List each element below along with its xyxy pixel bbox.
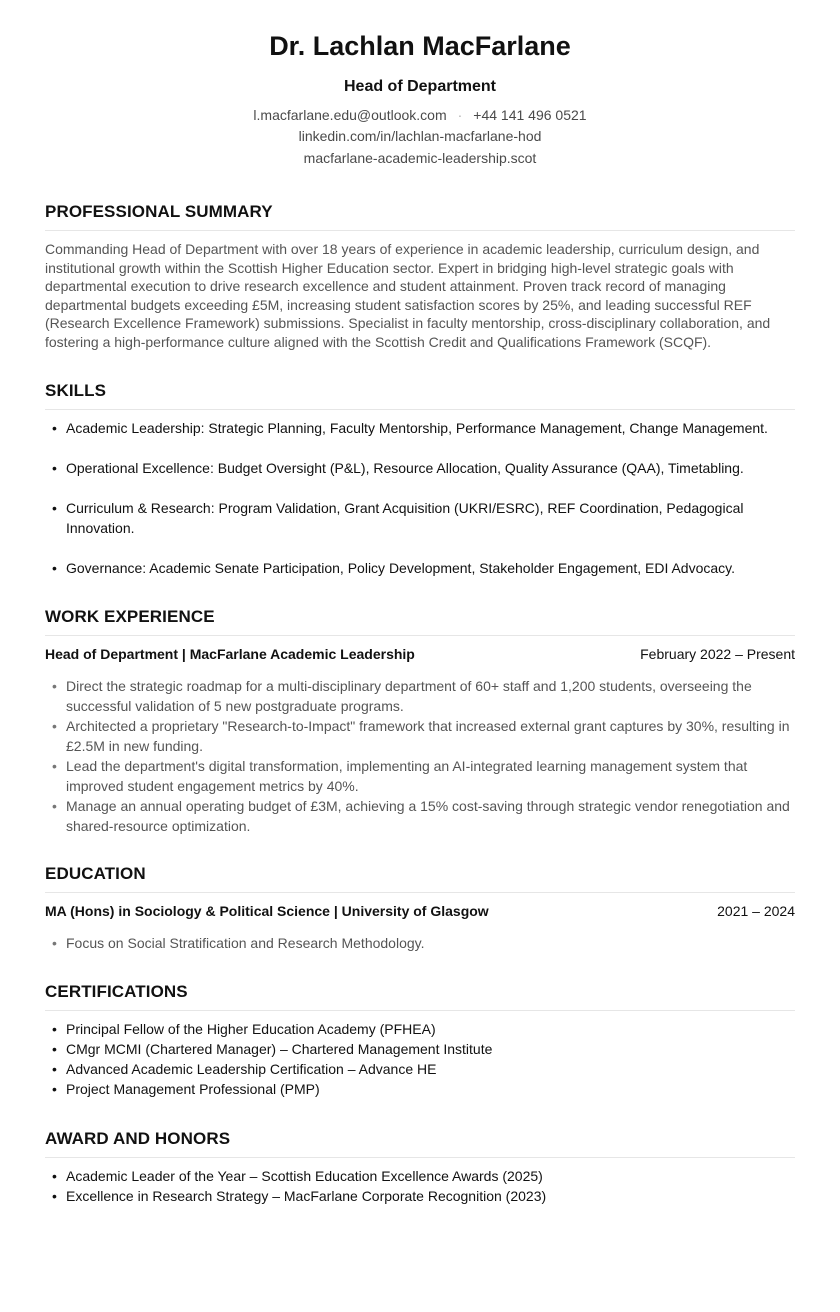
skill-item [52,558,786,578]
certification-item [52,1079,791,1099]
certification-text: Project Management Professional (PMP) [66,1081,320,1097]
awards-heading: AWARD AND HONORS [45,1129,231,1148]
certification-item [52,1039,791,1059]
certifications-list [52,1019,791,1099]
section-divider [45,635,795,636]
summary-section [45,202,795,231]
bullet-icon: • [52,758,57,774]
linkedin-link[interactable]: linkedin.com/in/lachlan-macfarlane-hod [298,128,542,144]
education-heading: EDUCATION [45,864,146,883]
job-bullet-item [52,796,791,836]
section-divider [45,1157,795,1158]
education-bullet-item [52,933,791,953]
job-bullet-text: Manage an annual operating budget of £3M, achieving a 15% cost-saving through strategic vendor renegotiation and shared-resource optimization. [66,798,790,834]
award-text: Excellence in Research Strategy – MacFarlane Corporate Recognition (2023) [66,1188,547,1204]
bullet-icon: • [52,1061,57,1077]
candidate-name: Dr. Lachlan MacFarlane [269,31,571,61]
certification-text: CMgr MCMI (Chartered Manager) – Chartered Management Institute [66,1041,493,1057]
experience-heading: WORK EXPERIENCE [45,607,215,626]
award-item [52,1186,791,1206]
bullet-icon: • [52,718,57,734]
candidate-title: Head of Department [343,78,497,95]
education-bullet-text: Focus on Social Stratification and Research Methodology. [66,935,425,951]
certifications-heading: CERTIFICATIONS [45,982,188,1001]
education-bullets [52,933,791,953]
skill-item [52,498,786,538]
bullet-icon: • [52,1041,57,1057]
bullet-icon: • [52,1168,57,1184]
summary-text: Commanding Head of Department with over 18 years of experience in academic leadership, curriculum design, and institutional growth within the Scottish Higher Education sector. Expert in bridging high-level strategic goals with departmental execution to drive research excellence and student attainment. Proven track record of managing departmental budgets exceeding £5M, increasing student satisfaction scores by 25%, and leading successful REF (Research Excellence Framework) submissions. Specialist in faculty mentorship, cross-disciplinary collaboration, and fostering a high-performance culture aligned with the Scottish Credit and Qualifications Framework (SCQF). [45,241,771,350]
bullet-icon: • [52,460,57,476]
contact-line-1 [45,107,795,123]
education-section [45,864,795,893]
education-header [45,903,795,919]
section-divider [45,409,795,410]
bullet-icon: • [52,1021,57,1037]
bullet-icon: • [52,500,57,516]
skill-text: Academic Leadership: Strategic Planning, Faculty Mentorship, Performance Management, Change Management. [66,420,768,436]
awards-section [45,1129,795,1158]
experience-section [45,607,795,636]
awards-list [52,1166,791,1206]
certification-text: Principal Fellow of the Higher Education Academy (PFHEA) [66,1021,436,1037]
bullet-icon: • [52,798,57,814]
job-bullet-text: Direct the strategic roadmap for a multi-disciplinary department of 60+ staff and 1,200 students, overseeing the successful validation of 5 new postgraduate programs. [66,678,752,714]
job-bullet-item [52,676,791,716]
skill-text: Curriculum & Research: Program Validation, Grant Acquisition (UKRI/ESRC), REF Coordination, Pedagogical Innovation. [66,500,744,536]
certification-item [52,1019,791,1039]
job-dates: February 2022 – Present [640,646,795,662]
bullet-icon: • [52,560,57,576]
award-text: Academic Leader of the Year – Scottish Education Excellence Awards (2025) [66,1168,543,1184]
skill-text: Governance: Academic Senate Participation, Policy Development, Stakeholder Engagement, EDI Advocacy. [66,560,735,576]
bullet-icon: • [52,1188,57,1204]
bullet-icon: • [52,935,57,951]
skills-heading: SKILLS [45,381,107,400]
bullet-icon: • [52,1081,57,1097]
job-bullet-item [52,716,791,756]
certifications-section [45,982,795,1011]
skills-section [45,381,795,410]
bullet-icon: • [52,678,57,694]
education-dates: 2021 – 2024 [717,903,795,919]
section-divider [45,230,795,231]
job-bullet-item [52,756,791,796]
certification-text: Advanced Academic Leadership Certification – Advance HE [66,1061,437,1077]
skill-text: Operational Excellence: Budget Oversight (P&L), Resource Allocation, Quality Assurance (QAA), Timetabling. [66,460,744,476]
degree-title: MA (Hons) in Sociology & Political Science | University of Glasgow [45,903,489,919]
website-link[interactable]: macfarlane-academic-leadership.scot [303,150,537,166]
section-divider [45,1010,795,1011]
skill-item [52,458,786,478]
skill-item [52,418,786,438]
job-bullet-text: Lead the department's digital transformation, implementing an AI-integrated learning management system that improved student engagement metrics by 40%. [66,758,748,794]
contact-separator: · [457,107,463,123]
award-item [52,1166,791,1186]
job-bullet-text: Architected a proprietary "Research-to-Impact" framework that increased external grant captures by 30%, resulting in £2.5M in new funding. [66,718,790,754]
summary-heading: PROFESSIONAL SUMMARY [45,202,273,221]
email-link[interactable]: l.macfarlane.edu@outlook.com [253,107,447,123]
certification-item [52,1059,791,1079]
job-role: Head of Department | MacFarlane Academic Leadership [45,646,415,662]
bullet-icon: • [52,420,57,436]
job-header [45,646,795,662]
section-divider [45,892,795,893]
job-bullets [52,676,791,836]
phone-number[interactable]: +44 141 496 0521 [473,107,587,123]
